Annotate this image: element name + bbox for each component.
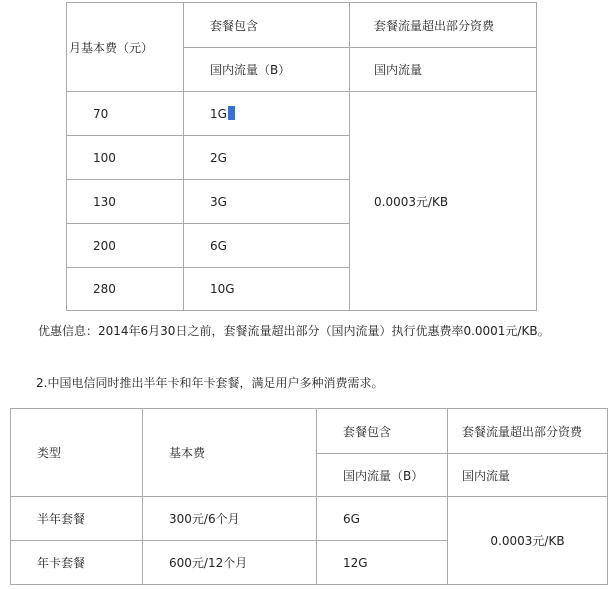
traffic-cell: 3G bbox=[184, 180, 350, 224]
traffic-cell: 10G bbox=[184, 268, 350, 311]
table-row bbox=[67, 92, 537, 136]
traffic-value: 1G bbox=[210, 107, 227, 121]
card-plan-table bbox=[10, 408, 608, 585]
traffic-cell: 2G bbox=[184, 136, 350, 180]
fee-cell: 70 bbox=[67, 92, 184, 136]
fee-cell: 300元/6个月 bbox=[143, 497, 317, 541]
domestic-traffic-header: 国内流量 bbox=[350, 48, 537, 92]
traffic-cell: 6G bbox=[184, 224, 350, 268]
package-includes-header: 套餐包含 bbox=[184, 3, 350, 48]
type-header: 类型 bbox=[11, 409, 143, 497]
package-includes-header: 套餐包含 bbox=[317, 409, 448, 454]
domestic-traffic-header: 国内流量 bbox=[448, 454, 608, 497]
monthly-fee-header: 月基本费（元） bbox=[67, 3, 184, 92]
fee-cell: 100 bbox=[67, 136, 184, 180]
fee-cell: 130 bbox=[67, 180, 184, 224]
plan-note-paragraph: 2.中国电信同时推出半年卡和年卡套餐，满足用户多种消费需求。 bbox=[36, 376, 384, 390]
overage-rate-header: 套餐流量超出部分资费 bbox=[448, 409, 608, 454]
rate-cell: 0.0003元/KB bbox=[448, 497, 608, 585]
fee-cell: 200 bbox=[67, 224, 184, 268]
table-row bbox=[11, 497, 608, 541]
text-cursor bbox=[228, 106, 235, 120]
base-fee-header: 基本费 bbox=[143, 409, 317, 497]
fee-cell: 600元/12个月 bbox=[143, 541, 317, 585]
domestic-traffic-b-header: 国内流量（B） bbox=[317, 454, 448, 497]
type-cell: 年卡套餐 bbox=[11, 541, 143, 585]
overage-rate-header: 套餐流量超出部分资费 bbox=[350, 3, 537, 48]
traffic-cell: 12G bbox=[317, 541, 448, 585]
domestic-traffic-b-header: 国内流量（B） bbox=[184, 48, 350, 92]
type-cell: 半年套餐 bbox=[11, 497, 143, 541]
fee-cell: 280 bbox=[67, 268, 184, 311]
traffic-cell[interactable] bbox=[184, 92, 350, 136]
monthly-plan-table bbox=[66, 2, 537, 311]
traffic-cell: 6G bbox=[317, 497, 448, 541]
promo-info-paragraph: 优惠信息：2014年6月30日之前，套餐流量超出部分（国内流量）执行优惠费率0.0001元/KB。 bbox=[38, 324, 550, 338]
rate-cell: 0.0003元/KB bbox=[350, 92, 537, 311]
